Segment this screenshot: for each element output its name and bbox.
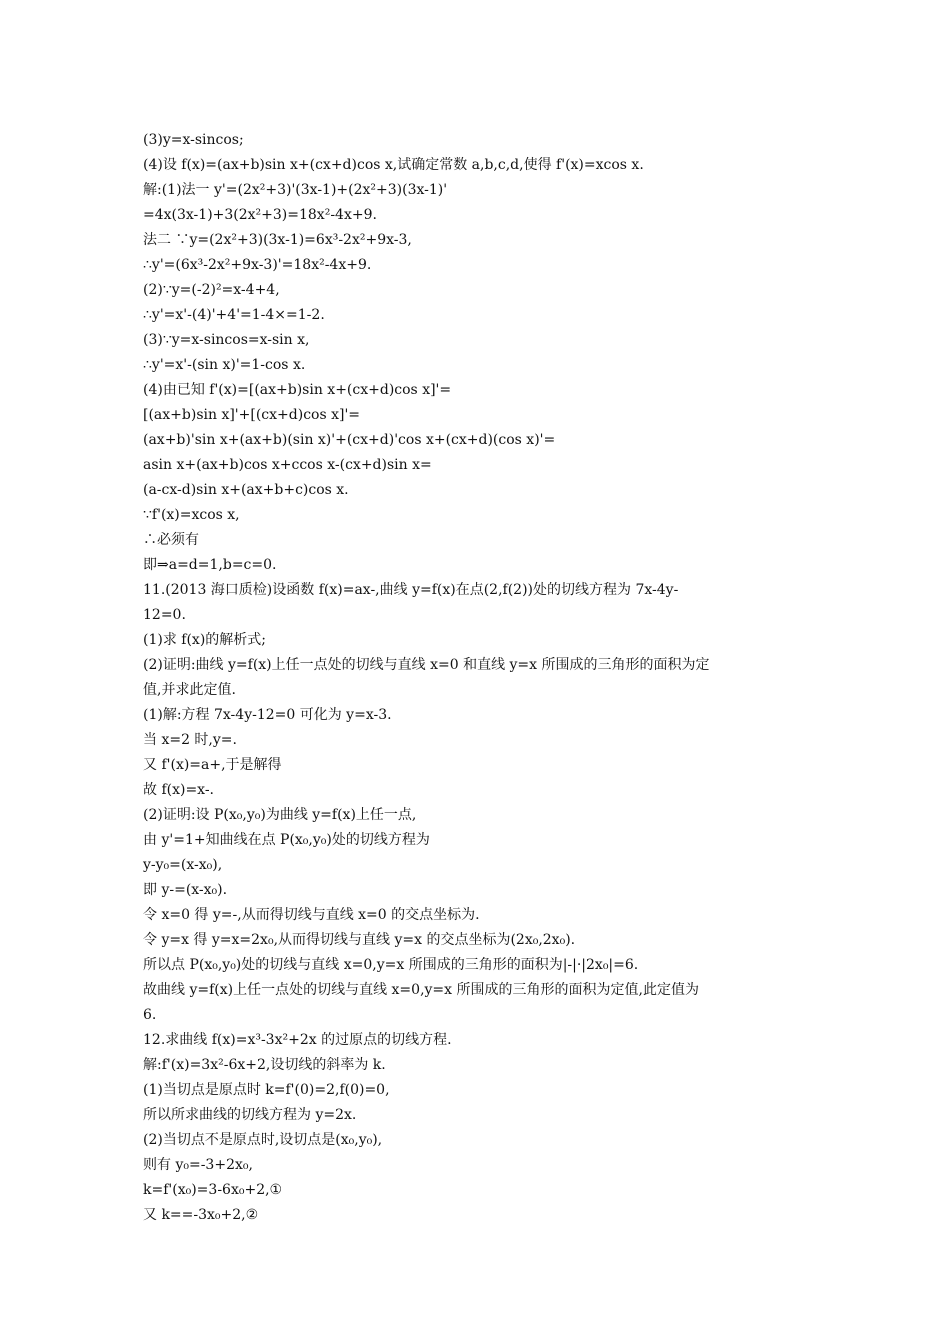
text-line: 解:(1)法一 y'=(2x²+3)'(3x-1)+(2x²+3)(3x-1)'	[143, 182, 448, 198]
text-line: (2)∵y=(-2)²=x-4+4,	[143, 282, 280, 298]
text-line: 故曲线 y=f(x)上任一点处的切线与直线 x=0,y=x 所围成的三角形的面积为定值,此定值为	[143, 982, 699, 998]
text-line: 值,并求此定值.	[143, 682, 236, 698]
text-line: (a-cx-d)sin x+(ax+b+c)cos x.	[143, 482, 349, 498]
problem-12-line: 12.求曲线 f(x)=x³-3x²+2x 的过原点的切线方程.	[143, 1032, 452, 1048]
text-line: =4x(3x-1)+3(2x²+3)=18x²-4x+9.	[143, 207, 377, 223]
document-body	[143, 128, 823, 1228]
text-line: (3)y=x-sincos;	[143, 132, 244, 148]
text-line: (1)当切点是原点时 k=f'(0)=2,f(0)=0,	[143, 1082, 390, 1098]
text-line: 又 f'(x)=a+,于是解得	[143, 757, 282, 773]
text-line: 令 y=x 得 y=x=2x₀,从而得切线与直线 y=x 的交点坐标为(2x₀,2x₀).	[143, 932, 576, 948]
text-line: 令 x=0 得 y=-,从而得切线与直线 x=0 的交点坐标为.	[143, 907, 480, 923]
text-line: 所以点 P(x₀,y₀)处的切线与直线 x=0,y=x 所围成的三角形的面积为|-|·|2x₀|=6.	[143, 957, 639, 973]
text-line: (4)设 f(x)=(ax+b)sin x+(cx+d)cos x,试确定常数 a,b,c,d,使得 f'(x)=xcos x.	[143, 157, 644, 173]
text-line: 所以所求曲线的切线方程为 y=2x.	[143, 1107, 357, 1123]
text-line: 解:f'(x)=3x²-6x+2,设切线的斜率为 k.	[143, 1057, 386, 1073]
text-line: 则有 y₀=-3+2x₀,	[143, 1157, 253, 1173]
text-line: 6.	[143, 1007, 157, 1023]
text-line: ∴y'=x'-(sin x)'=1-cos x.	[143, 357, 306, 373]
text-line: ∴必须有	[143, 532, 199, 548]
text-line: (2)证明:设 P(x₀,y₀)为曲线 y=f(x)上任一点,	[143, 807, 417, 823]
text-line: [(ax+b)sin x]'+[(cx+d)cos x]'=	[143, 407, 361, 423]
text-line: 故 f(x)=x-.	[143, 782, 215, 798]
text-line: 12=0.	[143, 607, 186, 623]
text-line: asin x+(ax+b)cos x+ccos x-(cx+d)sin x=	[143, 457, 432, 473]
text-line: 法二 ∵y=(2x²+3)(3x-1)=6x³-2x²+9x-3,	[143, 232, 412, 248]
text-line: ∴y'=x'-(4)'+4'=1-4×=1-2.	[143, 307, 325, 323]
text-line: (3)∵y=x-sincos=x-sin x,	[143, 332, 310, 348]
problem-11-line: 11.(2013 海口质检)设函数 f(x)=ax-,曲线 y=f(x)在点(2,f(2))处的切线方程为 7x-4y-	[143, 582, 679, 598]
text-line: (1)求 f(x)的解析式;	[143, 632, 266, 648]
text-line: (2)证明:曲线 y=f(x)上任一点处的切线与直线 x=0 和直线 y=x 所围成的三角形的面积为定	[143, 657, 710, 673]
text-line: (1)解:方程 7x-4y-12=0 可化为 y=x-3.	[143, 707, 392, 723]
text-line: (2)当切点不是原点时,设切点是(x₀,y₀),	[143, 1132, 383, 1148]
text-line: ∵f'(x)=xcos x,	[143, 507, 240, 523]
text-line: 当 x=2 时,y=.	[143, 732, 237, 748]
text-line: (4)由已知 f'(x)=[(ax+b)sin x+(cx+d)cos x]'=	[143, 382, 452, 398]
text-line: 即⇒a=d=1,b=c=0.	[143, 557, 277, 573]
text-line: 由 y'=1+知曲线在点 P(x₀,y₀)处的切线方程为	[143, 832, 430, 848]
text-line: y-y₀=(x-x₀),	[143, 857, 223, 873]
text-line: (ax+b)'sin x+(ax+b)(sin x)'+(cx+d)'cos x+(cx+d)(cos x)'=	[143, 432, 556, 448]
text-line: k=f'(x₀)=3-6x₀+2,①	[143, 1182, 283, 1198]
text-line: 又 k==-3x₀+2,②	[143, 1207, 259, 1223]
text-line: ∴y'=(6x³-2x²+9x-3)'=18x²-4x+9.	[143, 257, 372, 273]
text-line: 即 y-=(x-x₀).	[143, 882, 228, 898]
